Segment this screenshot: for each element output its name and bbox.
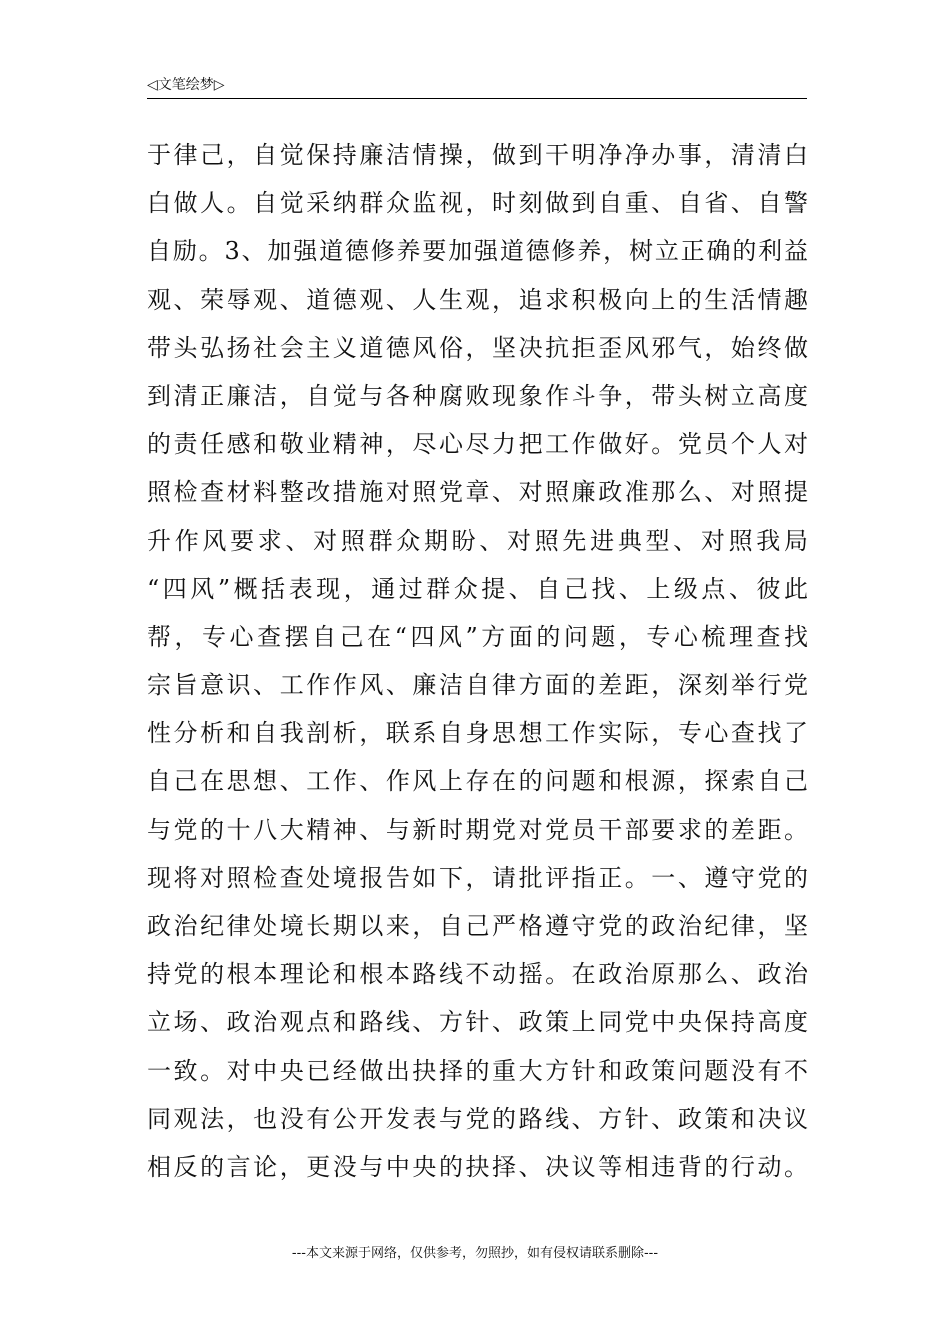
page-header [147, 76, 807, 99]
page-footer: ---本文来源于网络，仅供参考，勿照抄，如有侵权请联系删除--- [291, 1246, 659, 1261]
header-title: ◁文笔绘梦▷ [147, 77, 225, 93]
body-line: 帮，专心查摆自己在“四风”方面的问题，专心梳理查找 [147, 622, 809, 651]
document-body [147, 131, 809, 1191]
body-line: 宗旨意识、工作作风、廉洁自律方面的差距，深刻举行党 [147, 671, 809, 700]
body-line: 自己在思想、工作、作风上存在的问题和根源，探索自己 [147, 767, 809, 796]
body-line: 升作风要求、对照群众期盼、对照先进典型、对照我局 [147, 526, 809, 555]
body-line: 一致。对中央已经做出抉择的重大方针和政策问题没有不 [147, 1056, 809, 1085]
body-line: 政治纪律处境长期以来，自己严格遵守党的政治纪律，坚 [147, 912, 809, 940]
body-line: 性分析和自我剖析，联系自身思想工作实际，专心查找了 [147, 719, 809, 748]
body-line: 同观法，也没有公开发表与党的路线、方针、政策和决议 [147, 1104, 809, 1133]
body-line: 于律己，自觉保持廉洁情操，做到干明净净办事，清清白 [147, 141, 809, 169]
body-line: “四风”概括表现，通过群众提、自己找、上级点、彼此 [147, 574, 809, 603]
body-line: 立场、政治观点和路线、方针、政策上同党中央保持高度 [147, 1008, 809, 1037]
body-line: 的责任感和敬业精神，尽心尽力把工作做好。党员个人对 [147, 430, 809, 459]
body-line: 自励。3、加强道德修养要加强道德修养，树立正确的利益 [147, 237, 809, 266]
body-line: 白做人。自觉采纳群众监视，时刻做到自重、自省、自警 [147, 189, 809, 218]
body-line: 相反的言论，更没与中央的抉择、决议等相违背的行动。 [147, 1152, 809, 1181]
body-line: 与党的十八大精神、与新时期党对党员干部要求的差距。 [147, 815, 809, 844]
body-line: 带头弘扬社会主义道德风俗，坚决抗拒歪风邪气，始终做 [147, 333, 809, 362]
body-line: 到清正廉洁，自觉与各种腐败现象作斗争，带头树立高度 [147, 381, 809, 410]
body-line: 照检查材料整改措施对照党章、对照廉政准那么、对照提 [147, 478, 809, 507]
body-line: 现将对照检查处境报告如下，请批评指正。一、遵守党的 [147, 863, 809, 892]
body-line: 观、荣辱观、道德观、人生观，追求积极向上的生活情趣 [147, 285, 809, 314]
body-line: 持党的根本理论和根本路线不动摇。在政治原那么、政治 [147, 960, 809, 989]
